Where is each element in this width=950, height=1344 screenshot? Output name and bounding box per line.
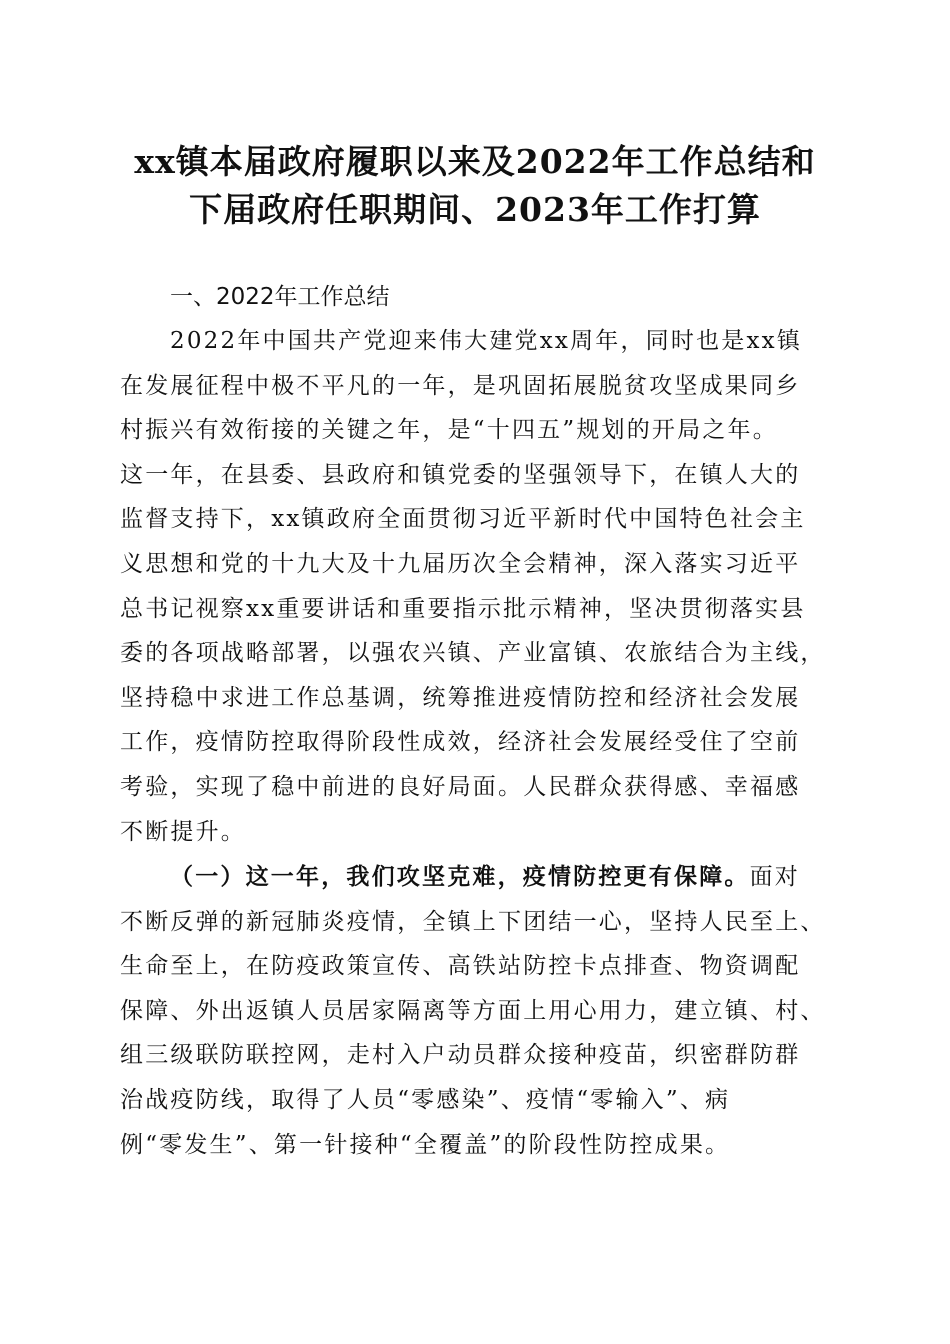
title-line-2: 下届政府任职期间、2023年工作打算	[189, 190, 761, 229]
paragraph-line: 例“零发生”、第一针接种“全覆盖”的阶段性防控成果。	[120, 1131, 731, 1158]
paragraph-summary	[120, 319, 840, 854]
title-line-1: xx镇本届政府履职以来及2022年工作总结和	[134, 142, 816, 181]
paragraph-first-line	[120, 855, 840, 900]
paragraph-line: 不断提升。	[120, 818, 246, 845]
paragraph-line: 村振兴有效衔接的关键之年，是“十四五”规划的开局之年。	[120, 417, 778, 444]
paragraph-line: 在发展征程中极不平凡的一年，是巩固拓展脱贫攻坚成果同乡	[120, 372, 801, 399]
paragraph-epidemic-control	[120, 855, 840, 1167]
paragraph-lead-rest: 面对	[749, 864, 801, 890]
paragraph-lead-heading: （一）这一年，我们攻坚克难，疫情防控更有保障。	[170, 864, 750, 890]
paragraph-line: 坚持稳中求进工作总基调，统筹推进疫情防控和经济社会发展	[120, 684, 801, 711]
section-heading: 一、2022年工作总结	[170, 284, 390, 310]
paragraph-line: 保障、外出返镇人员居家隔离等方面上用心用力，建立镇、村、	[120, 997, 826, 1024]
paragraph-line: 工作，疫情防控取得阶段性成效，经济社会发展经受住了空前	[120, 729, 801, 756]
paragraph-line: 这一年，在县委、县政府和镇党委的坚强领导下，在镇人大的	[120, 461, 801, 488]
paragraph-line: 2022年中国共产党迎来伟大建党xx周年，同时也是xx镇	[170, 328, 803, 354]
paragraph-line: 委的各项战略部署，以强农兴镇、产业富镇、农旅结合为主线，	[120, 640, 826, 667]
paragraph-line: 义思想和党的十九大及十九届历次全会精神，深入落实习近平	[120, 550, 801, 577]
document-title	[80, 138, 870, 234]
paragraph-line: 组三级联防联控网，走村入户动员群众接种疫苗，织密群防群	[120, 1042, 801, 1069]
paragraph-line: 生命至上，在防疫政策宣传、高铁站防控卡点排查、物资调配	[120, 953, 801, 980]
paragraph-line: 总书记视察xx重要讲话和重要指示批示精神，坚决贯彻落实县	[120, 595, 806, 622]
paragraph-line: 不断反弹的新冠肺炎疫情，全镇上下团结一心，坚持人民至上、	[120, 908, 826, 935]
paragraph-line: 考验，实现了稳中前进的良好局面。人民群众获得感、幸福感	[120, 773, 801, 800]
paragraph-line: 监督支持下，xx镇政府全面贯彻习近平新时代中国特色社会主	[120, 506, 806, 533]
paragraph-line: 治战疫防线，取得了人员“零感染”、疫情“零输入”、病	[120, 1086, 731, 1113]
